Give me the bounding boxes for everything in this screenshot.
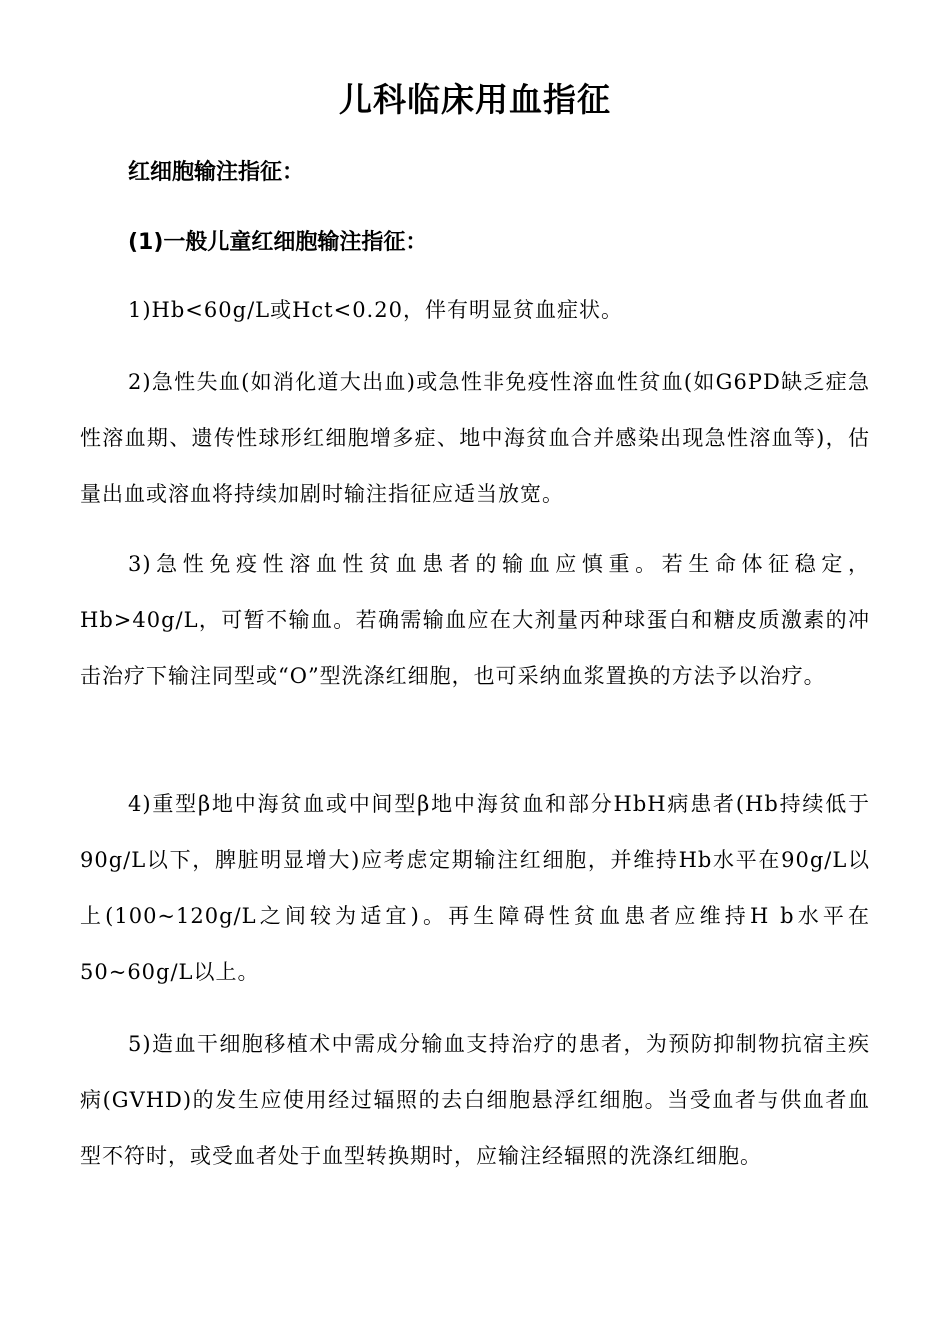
section-heading: 红细胞输注指征：	[128, 160, 305, 185]
paragraph-item-5: 5)造血干细胞移植术中需成分输血支持治疗的患者，为预防抑制物抗宿主疾病(GVHD)的发生应使用经过辐照的去白细胞悬浮红细胞。当受血者与供血者血型不符时，或受血者处于血型转换期时，应输注经辐照的洗涤红细胞。	[80, 1032, 870, 1168]
paragraph-item-3: 3)急性免疫性溶血性贫血患者的输血应慎重。若生命体征稳定，Hb>40g/L，可暂不输血。若确需输血应在大剂量丙种球蛋白和糖皮质激素的冲击治疗下输注同型或“O”型洗涤红细胞，也可采纳血浆置换的方法予以治疗。	[80, 552, 870, 688]
paragraph-item-2: 2)急性失血(如消化道大出血)或急性非免疫性溶血性贫血(如G6PD缺乏症急性溶血期、遗传性球形红细胞增多症、地中海贫血合并感染出现急性溶血等)，估量出血或溶血将持续加剧时输注指征应适当放宽。	[80, 370, 870, 506]
page-title: 儿科临床用血指征	[339, 80, 611, 119]
paragraph-item-1: 1)Hb<60g/L或Hct<0.20，伴有明显贫血症状。	[128, 298, 623, 322]
subsection-heading: (1)一般儿童红细胞输注指征：	[128, 230, 428, 255]
paragraph-item-4: 4)重型β地中海贫血或中间型β地中海贫血和部分HbH病患者(Hb持续低于90g/L以下，脾脏明显增大)应考虑定期输注红细胞，并维持Hb水平在90g/L以上(100~120g/L之间较为适宜)。再生障碍性贫血患者应维持H b水平在50~60g/L以上。	[80, 792, 870, 984]
